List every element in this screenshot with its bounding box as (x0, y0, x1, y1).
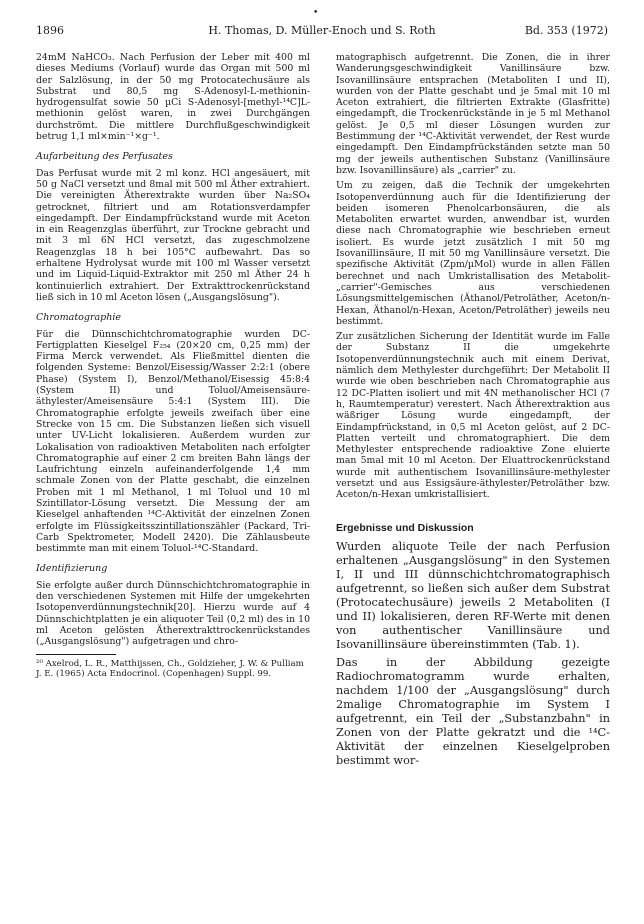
paragraph: Für die Dünnschichtchromatographie wurden DC-Fertigplatten Kieselgel F₂₅₄ (20×20 cm, 0,25 mm) der Firma Merck verwendet. Als Fließmittel dienten die folgenden Systeme: Benzol/Eisessig/Wasser 2:2:1 (obere Phase) (System I), Benzol/Methanol/Eisessig 45:8:4 (System II) und Toluol/Ameisensäure-äthylester/Ameisensäure 5:4:1 (System III). Die Chromatographie erfolgte jeweils zweifach über eine Strecke von 15 cm. Die Substanzen ließen sich visuell unter UV-Licht lokalisieren. Außerdem wurden zur Lokalisation von radioaktiven Metaboliten nach erfolgter Chromatographie auf einer 2 cm breiten Bahn längs der Laufrichtung einzeln aufeinanderfolgende 1,4 mm schmale Zonen von der Platte geschabt, die einzelnen Proben mit 1 ml Methanol, 1 ml Toluol und 10 ml Szintillator-Lösung versetzt. Die Messung der am Kieselgel anhaftenden ¹⁴C-Aktivität der einzelnen Zonen erfolgte im Flüssigkeitsszintillationszähler (Packard, Tri-Carb Spektrometer, Modell 2420). Die Zählausbeute bestimmte man mit einem Toluol-¹⁴C-Standard. (36, 328, 310, 555)
paragraph: matographisch aufgetrennt. Die Zonen, die in ihrer Wanderungsgeschwindigkeit Vanillinsäure bzw. Isovanillinsäure entsprachen (Metaboliten I und II), wurden von der Platte geschabt und je 5mal mit 10 ml Aceton extrahiert, die filtrierten Extrakte (Glasfritte) eingedampft, die Trockenrückstände in je 5 ml Methanol gelöst. Je 0,5 ml dieser Lösungen wurden zur Bestimmung der ¹⁴C-Aktivität verwendet, der Rest wurde eingedampft. Den Eindampfrückständen setzte man 50 mg der jeweils authentischen Substanz (Vanillinsäure bzw. Isovanillinsäure) als „carrier" zu. (336, 52, 610, 176)
paragraph: Um zu zeigen, daß die Technik der umgekehrten Isotopenverdünnung auch für die Identifizierung der beiden isomeren Phenolcarbonsäuren, die als Metaboliten erwartet wurden, anwendbar ist, wurden diese nach Chromatographie wie beschrieben erneut isoliert. Es wurde jetzt zusätzlich I mit 50 mg Isovanillinsäure, II mit 50 mg Vanillinsäure versetzt. Die spezifische Aktivität (Zpm/µMol) wurde in allen Fällen berechnet und nach Umkristallisation des Metabolit-„carrier"-Gemisches aus verschiedenen Lösungsmittelgemischen (Äthanol/Petroläther, Aceton/n-Hexan, Äthanol/n-Hexan, Aceton/Petroläther) jeweils neu bestimmt. (336, 180, 610, 327)
paragraph: Zur zusätzlichen Sicherung der Identität wurde im Falle der Substanz II die umgekehrte Isotopenverdünnungstechnik auch mit einem Derivat, nämlich dem Methylester durchgeführt: Der Metabolit II wurde wie oben beschrieben nach Chromatographie aus 12 DC-Platten isoliert und mit 4N methanolischer HCl (7 h, Raumtemperatur) verestert. Nach Ätherextraktion aus wäßriger Lösung wurde eingedampft, der Eindampfrückstand, in 0,5 ml Aceton gelöst, auf 2 DC-Platten verteilt und chromatographiert. Die dem Methylester entsprechende radioaktive Zone eluierte man 5mal mit 10 ml Aceton. Der Eluattrockenrückstand wurde mit authentischem Isovanillinsäure-methylester versetzt und aus Essigsäure-äthylester/Petroläther bzw. Aceton/n-Hexan umkristallisiert. (336, 331, 610, 501)
paragraph: Das in der Abbildung gezeigte Radiochromatogramm wurde erhalten, nachdem 1/100 der „Ausgangslösung" durch 2malige Chromatographie im System I aufgetrennt, ein Teil der „Substanzbahn" in Zonen von der Platte gekratzt und die ¹⁴C-Aktivität der einzelnen Kieselgelproben bestimmt wor- (336, 655, 610, 767)
paragraph: Das Perfusat wurde mit 2 ml konz. HCl angesäuert, mit 50 g NaCl versetzt und 8mal mit 500 ml Äther extrahiert. Die vereinigten Ätherextrakte wurden über Na₂SO₄ getrocknet, filtriert und am Rotationsverdampfer eingedampft. Der Eindampfrückstand wurde mit Aceton in ein Reagenzglas überführt, zur Trockne gebracht und mit 3 ml 6N HCl versetzt, das zugeschmolzene Reagenzglas 18 h bei 105°C aufbewahrt. Das so erhaltene Hydrolysat wurde mit 100 ml Wasser versetzt und im Liquid-Liquid-Extraktor mit 250 ml Äther 24 h kontinuierlich extrahiert. Der Extrakttrockenrückstand ließ sich in 10 ml Aceton lösen („Ausgangslösung"). (36, 167, 310, 303)
section-heading-identification: Identifizierung (36, 563, 108, 575)
paragraph: Wurden aliquote Teile der nach Perfusion erhaltenen „Ausgangslösung" in den Systemen I, II und III dünnschichtchromatographisch aufgetrennt, so ließen sich außer dem Substrat (Protocatechusäure) jeweils 2 Metaboliten (I und II) lokalisieren, deren RF-Werte mit denen von authentischer Vanillinsäure und Isovanillinsäure übereinstimmten (Tab. 1). (336, 539, 610, 651)
running-authors: H. Thomas, D. Müller-Enoch und S. Roth (208, 24, 436, 37)
section-heading-chromatography: Chromatographie (36, 312, 122, 324)
page-number: 1896 (36, 24, 64, 37)
volume-info: Bd. 353 (1972) (524, 24, 608, 37)
right-column (336, 52, 610, 772)
paragraph: Sie erfolgte außer durch Dünnschichtchromatographie in den verschiedenen Systemen mit Hilfe der umgekehrten Isotopenverdünnungstechnik[20]. Hierzu wurde auf 4 Dünnschichtplatten je ein aliquoter Teil (0,2 ml) des in 10 ml Aceton gelösten Ätherextrakttrockenrückstandes („Ausgangslösung") aufgetragen und chro- (36, 579, 310, 648)
footnote-divider (36, 654, 116, 655)
left-column (36, 52, 310, 683)
ink-mark: • (313, 8, 319, 18)
page-header (36, 24, 608, 42)
paragraph: 24mM NaHCO₃. Nach Perfusion der Leber mit 400 ml dieses Mediums (Vorlauf) wurde das Organ mit 500 ml der Salzlösung, in der 50 mg Protocatechusäure als Substrat und 80,5 mg S-Adenosyl-L-methionin-hydrogensulfat sowie 50 µCi S-Adenosyl-[methyl-¹⁴C]L-methionin gelöst waren, in zwei Durchgängen durchströmt. Die mittlere Durchflußgeschwindigkeit betrug 1,1 ml×min⁻¹×g⁻¹. (36, 52, 310, 143)
results-heading: Ergebnisse und Diskussion (336, 521, 474, 534)
section-heading-perfusate: Aufarbeitung des Perfusates (36, 151, 173, 163)
footnote: ²⁰ Axelrod, L. R., Matthijssen, Ch., Goldzieher, J. W. & Pulliam J. E. (1965) Acta Endocrinol. (Copenhagen) Suppl. 99. (36, 658, 304, 679)
